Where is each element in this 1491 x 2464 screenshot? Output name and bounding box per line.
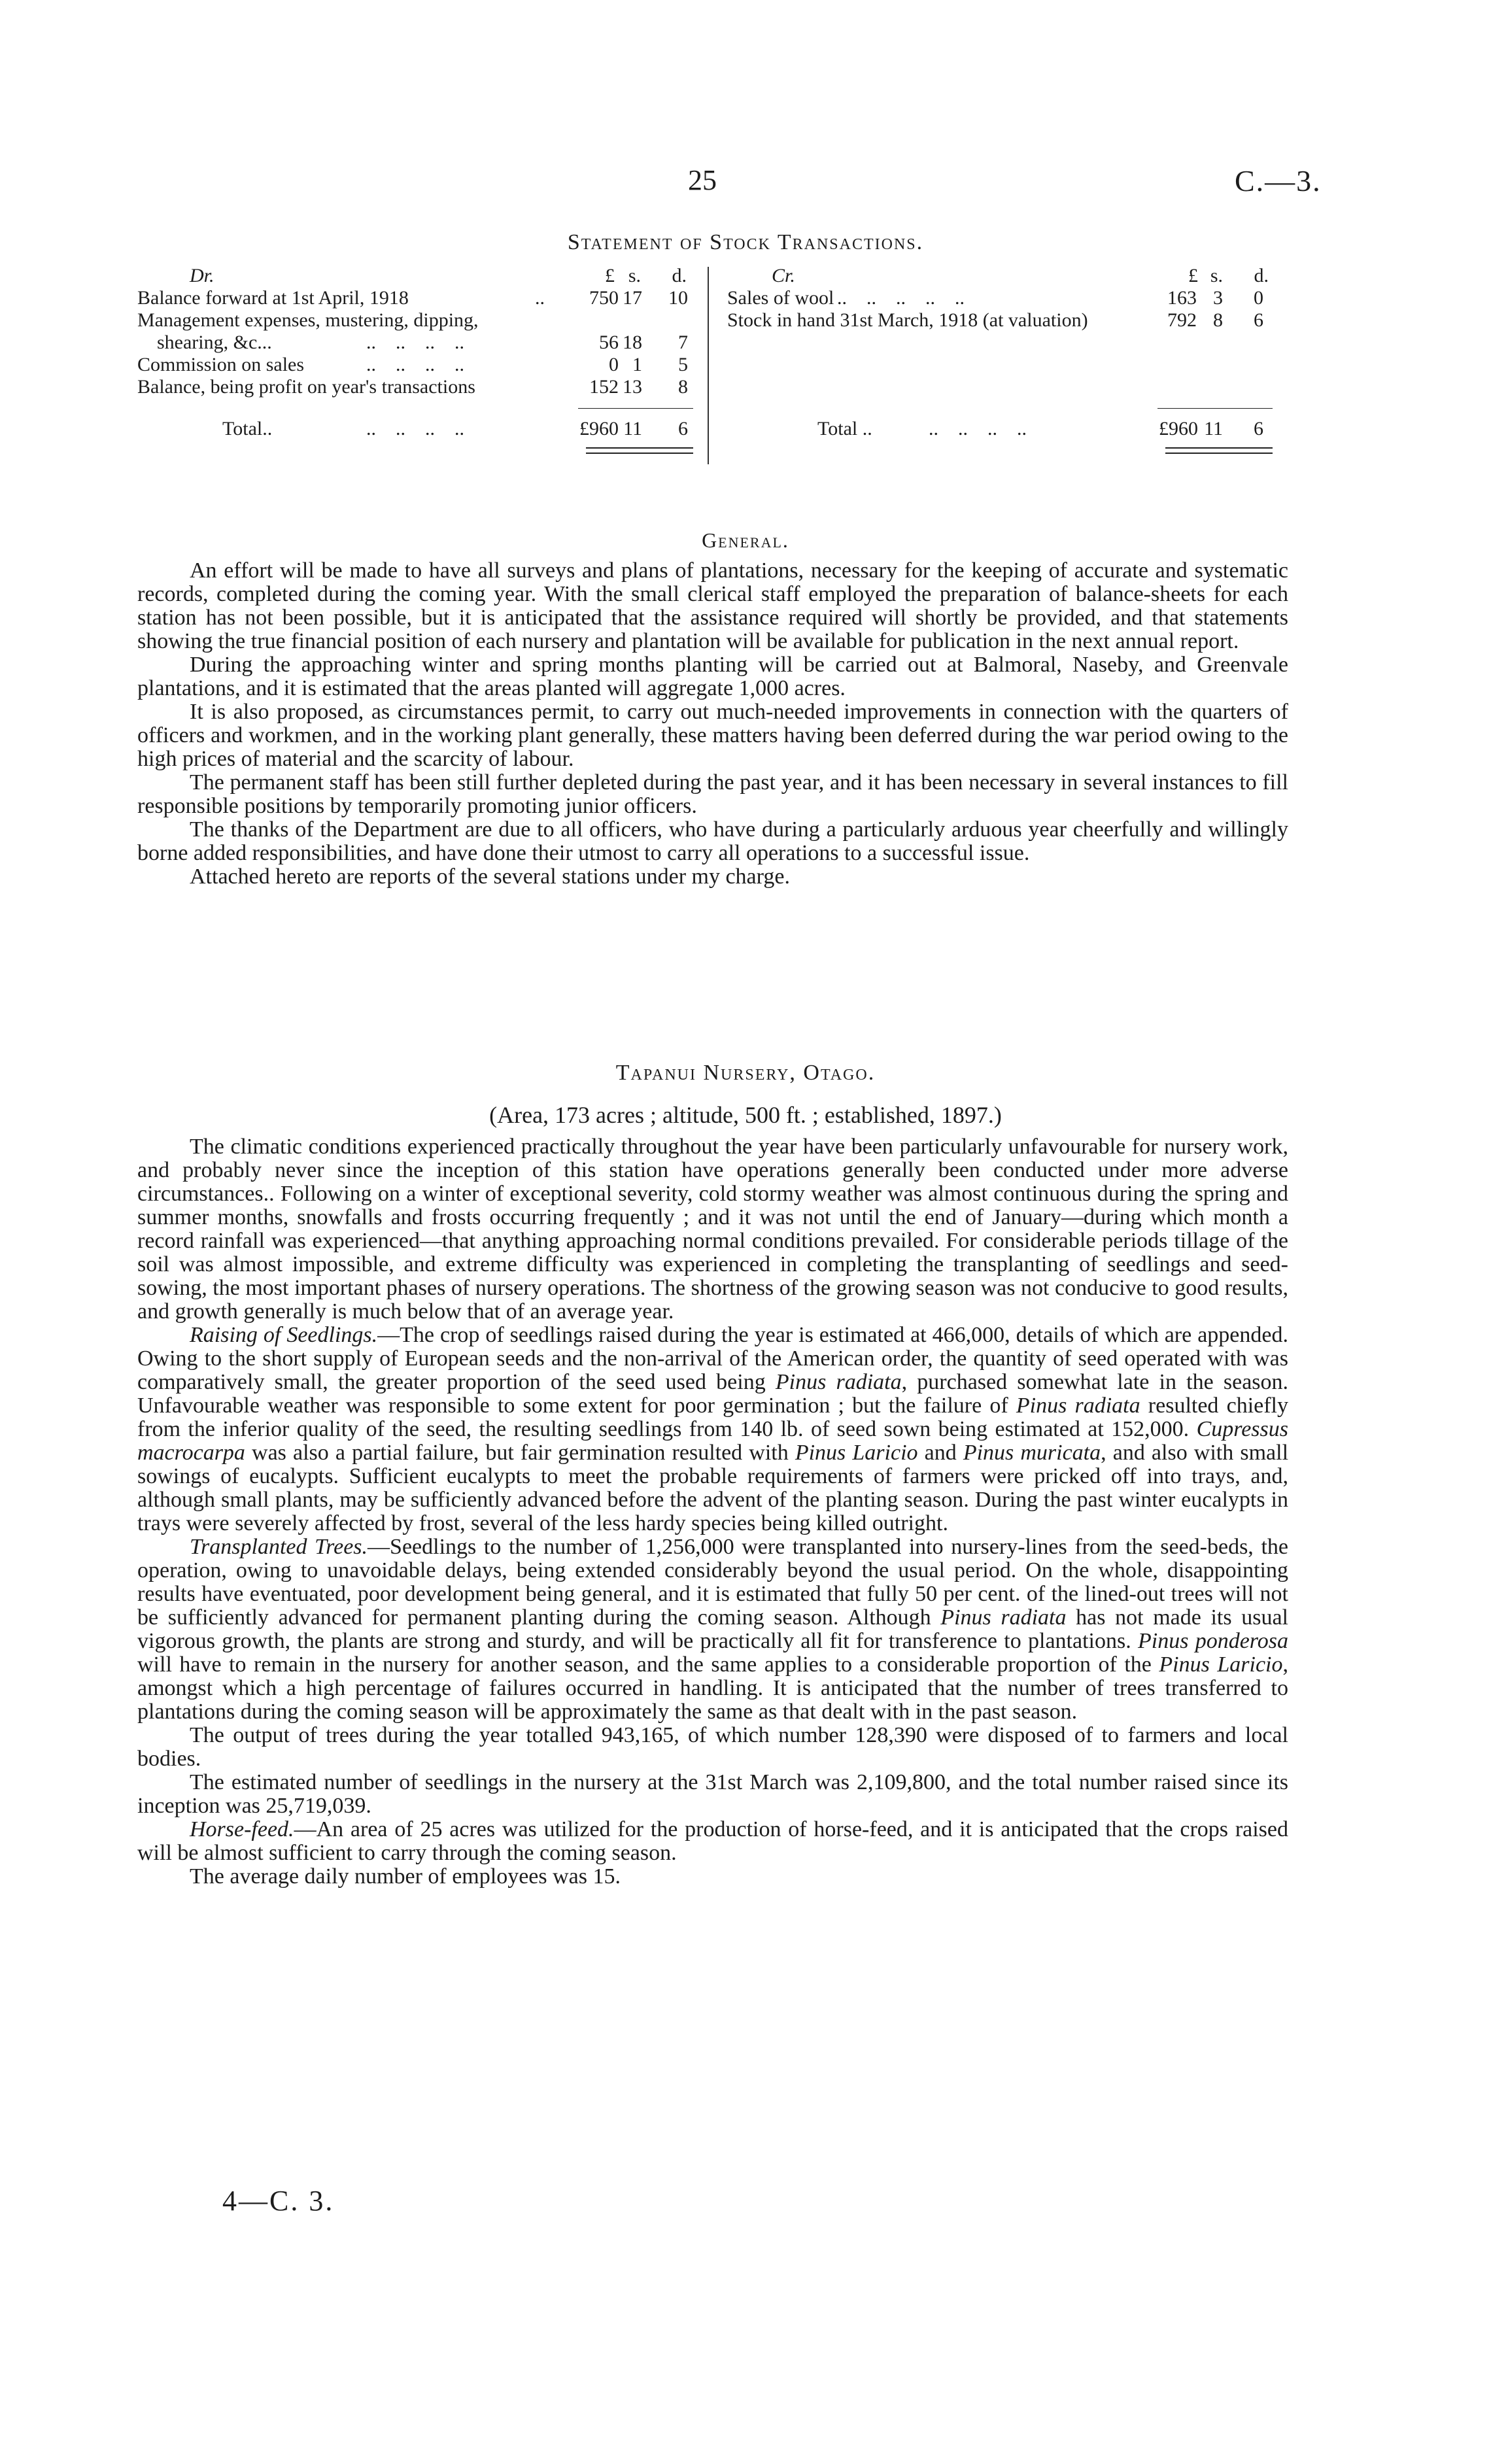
- cr-row-pounds: 792: [1167, 309, 1197, 331]
- cr-total-pounds: £960: [1159, 418, 1198, 439]
- species-name: Pinus radiata: [940, 1605, 1067, 1630]
- stock-ledger: [0, 0, 1491, 471]
- document-reference: C.—3.: [1235, 164, 1322, 197]
- general-paragraph: The thanks of the Department are due to all officers, who have during a particularly arduous year cheerfully and willingly borne added responsibilities, and have done their utmost to carry all operations to a successful issue.: [137, 817, 1288, 865]
- dr-row-label: shearing, &c...: [157, 332, 272, 353]
- dr-col-shillings: s.: [628, 265, 641, 286]
- dr-row-label: Management expenses, mustering, dipping,: [137, 309, 479, 331]
- tapanui-area-line: (Area, 173 acres ; altitude, 500 ft. ; established, 1897.): [489, 1102, 1002, 1128]
- dr-row-pence: 7: [678, 332, 688, 353]
- tapanui-body: [137, 1135, 1288, 1889]
- species-name: Pinus radiata: [775, 1370, 902, 1394]
- cr-row-dots: .. .. .. .. ..: [837, 287, 965, 309]
- seedlings-text: and: [917, 1441, 963, 1465]
- general-paragraph: Attached hereto are reports of the several stations under my charge.: [190, 864, 790, 889]
- dr-row-label: Commission on sales: [137, 354, 305, 375]
- dr-total-double-rule: [586, 453, 693, 454]
- dr-row-shillings: 1: [632, 354, 642, 375]
- seedlings-text: resulted chiefly from the inferior quality of the seed, the resulting seedlings from 140 lb. of seed sown being estimated at 152,000.: [137, 1394, 1288, 1441]
- dr-row-pounds: 56: [599, 332, 619, 353]
- dr-total-label: Total..: [222, 418, 273, 439]
- cr-row-pounds: 163: [1167, 287, 1197, 309]
- cr-col-shillings: s.: [1210, 265, 1223, 286]
- cr-col-pence: d.: [1254, 265, 1269, 286]
- general-paragraph: An effort will be made to have all surveys and plans of plantations, necessary for the keeping of accurate and systematic records, completed during the coming year. With the small clerical staff employed the preparation of balance-sheets for each station has not been possible, but it is anticipated that the assistance required will shortly be provided, and that statements showing the true financial position of each nursery and plantation will be available for publication in the next annual report.: [137, 558, 1288, 653]
- cr-col-pounds: £: [1188, 265, 1198, 286]
- transplanted-paragraph: [137, 1535, 1288, 1724]
- species-name: Cupressus macrocarpa: [137, 1417, 1288, 1465]
- tapanui-intro-paragraph: The climatic conditions experienced practically throughout the year have been particularly unfavourable for nursery work, and probably never since the inception of this station have operations generally been conducted under more adverse circumstances.. Following on a winter of exceptional severity, cold stormy weather was almost continuous during the spring and summer months, snowfalls and frosts occurring frequently ; and it was not until the end of January—during which month a record rainfall was experienced—that anything approaching normal conditions prevailed. For considerable periods tillage of the soil was almost impossible, and extreme difficulty was experienced in completing the transplanting of seedlings and seed-sowing, the most important phases of nursery operations. The shortness of the growing season was not conducive to good results, and growth generally is much below that of an average year.: [137, 1135, 1288, 1324]
- dr-total-double-rule: [586, 447, 693, 449]
- species-name: Pinus Laricio: [1159, 1652, 1283, 1677]
- transplanted-text: will have to remain in the nursery for another season, and the same applies to a considerable proportion of the: [137, 1652, 1159, 1677]
- cr-row-shillings: 8: [1213, 309, 1223, 331]
- dr-row-label: Balance forward at 1st April, 1918: [137, 287, 409, 309]
- general-paragraph: The permanent staff has been still further depleted during the past year, and it has been necessary in several instances to fill responsible positions by temporarily promoting junior officers.: [137, 770, 1288, 818]
- dr-row-dots: .. .. .. ..: [366, 332, 464, 353]
- species-name: Pinus muricata: [963, 1441, 1101, 1465]
- transplanted-text: has not made its usual vigorous growth, the plants are strong and sturdy, and will be practically all fit for transference to plantations.: [137, 1605, 1289, 1653]
- dr-total-shillings: 11: [623, 418, 642, 439]
- seedlings-paragraph: [137, 1324, 1288, 1535]
- dr-total-pence: 6: [678, 418, 688, 439]
- dr-row-pounds: 750: [589, 287, 619, 309]
- statement-title: Statement of Stock Transactions.: [567, 230, 924, 254]
- general-heading: General.: [702, 528, 789, 552]
- cr-row-label: Sales of wool: [727, 287, 834, 309]
- estimated-paragraph: The estimated number of seedlings in the nursery at the 31st March was 2,109,800, and the total number raised since its inception was 25,719,039.: [137, 1770, 1288, 1818]
- horsefeed-heading: Horse-feed.: [190, 1817, 294, 1841]
- dr-row-shillings: 17: [623, 287, 642, 309]
- cr-total-label: Total ..: [817, 418, 872, 439]
- cr-row-pence: 6: [1254, 309, 1263, 331]
- transplanted-heading: Transplanted Trees.: [190, 1535, 368, 1559]
- dr-row-shillings: 13: [623, 376, 642, 398]
- cr-row-label: Stock in hand 31st March, 1918 (at valuation): [727, 309, 1088, 331]
- dr-col-pence: d.: [672, 265, 687, 286]
- species-name: Pinus Laricio: [795, 1441, 918, 1465]
- seedlings-heading: Raising of Seedlings.: [190, 1323, 378, 1347]
- employees-paragraph: The average daily number of employees was 15.: [190, 1864, 621, 1889]
- cr-label: Cr.: [772, 265, 795, 286]
- seedlings-text: , and also with small sowings of eucalypts. Sufficient eucalypts to meet the probable requirements of farmers were pricked off into trays, and, although small plants, may be sufficiently advanced before the advent of the planting season. During the past winter eucalypts in trays were severely affected by frost, several of the less hardy species being killed outright.: [137, 1441, 1289, 1535]
- cr-total-dots: .. .. .. ..: [929, 418, 1027, 439]
- general-paragraph: It is also proposed, as circumstances permit, to carry out much-needed improvements in connection with the quarters of officers and workmen, and in the working plant generally, these matters having been deferred during the war period owing to the high prices of material and the scarcity of labour.: [137, 700, 1288, 771]
- cr-row-shillings: 3: [1213, 287, 1223, 309]
- cr-total-pence: 6: [1254, 418, 1263, 439]
- dr-row-shillings: 18: [623, 332, 642, 353]
- cr-row-pence: 0: [1254, 287, 1263, 309]
- seedlings-text: —The crop of seedlings raised during the year is estimated at 466,000, details of which are appended. Owing to the short supply of European seeds and the non-arrival of the American order, the quantity of seed operated with was comparatively small, the greater proportion of the seed used being: [137, 1323, 1288, 1394]
- cr-subtotal-rule: [1157, 408, 1273, 409]
- species-name: Pinus radiata: [1016, 1394, 1140, 1418]
- cr-total-shillings: 11: [1204, 418, 1223, 439]
- dr-row-pounds: 152: [589, 376, 619, 398]
- page-number: 25: [688, 164, 717, 196]
- dr-total-pounds: £960: [579, 418, 619, 439]
- transplanted-text: —Seedlings to the number of 1,256,000 were transplanted into nursery-lines from the seed-beds, the operation, owing to unavoidable delays, being extended considerably beyond the usual period. On the whole, disappointing results have eventuated, poor development being general, and it is estimated that fully 50 per cent. of the lined-out trees will not be sufficiently advanced for permanent planting during the coming season. Although: [137, 1535, 1288, 1630]
- dr-subtotal-rule: [578, 408, 693, 409]
- dr-total-dots: .. .. .. ..: [366, 418, 464, 439]
- cr-total-double-rule: [1165, 453, 1273, 454]
- general-paragraph: During the approaching winter and spring months planting will be carried out at Balmoral, Naseby, and Greenvale plantations, and it is estimated that the areas planted will aggregate 1,000 acres.: [137, 653, 1288, 700]
- dr-row-pence: 10: [668, 287, 688, 309]
- dr-row-dots: ..: [535, 287, 545, 309]
- ledger-divider: [708, 267, 709, 464]
- output-paragraph: The output of trees during the year totalled 943,165, of which number 128,390 were disposed of to farmers and local bodies.: [137, 1723, 1288, 1771]
- dr-row-pence: 8: [678, 376, 688, 398]
- transplanted-text: , amongst which a high percentage of failures occurred in handling. It is anticipated that the number of trees transferred to plantations during the coming season will be approximately the same as that dealt with in the past season.: [137, 1652, 1288, 1724]
- general-body: [137, 559, 1288, 889]
- horsefeed-paragraph: [137, 1818, 1288, 1865]
- horsefeed-text: —An area of 25 acres was utilized for the production of horse-feed, and it is anticipated that the crops raised will be almost sufficient to carry through the coming season.: [137, 1817, 1288, 1865]
- dr-row-dots: .. .. .. ..: [366, 354, 464, 375]
- cr-total-double-rule: [1165, 447, 1273, 449]
- seedlings-text: was also a partial failure, but fair germination resulted with: [245, 1441, 795, 1465]
- dr-row-pounds: 0: [609, 354, 619, 375]
- dr-label: Dr.: [190, 265, 214, 286]
- dr-row-pence: 5: [678, 354, 688, 375]
- species-name: Pinus ponderosa: [1137, 1629, 1288, 1653]
- dr-col-pounds: £: [605, 265, 615, 286]
- dr-row-label: Balance, being profit on year's transactions: [137, 376, 475, 398]
- signature-reference: 4—C. 3.: [222, 2185, 335, 2217]
- tapanui-heading: Tapanui Nursery, Otago.: [615, 1061, 876, 1085]
- seedlings-text: , purchased somewhat late in the season. Unfavourable weather was responsible to some extent for poor germination ; but the failure of: [137, 1370, 1289, 1418]
